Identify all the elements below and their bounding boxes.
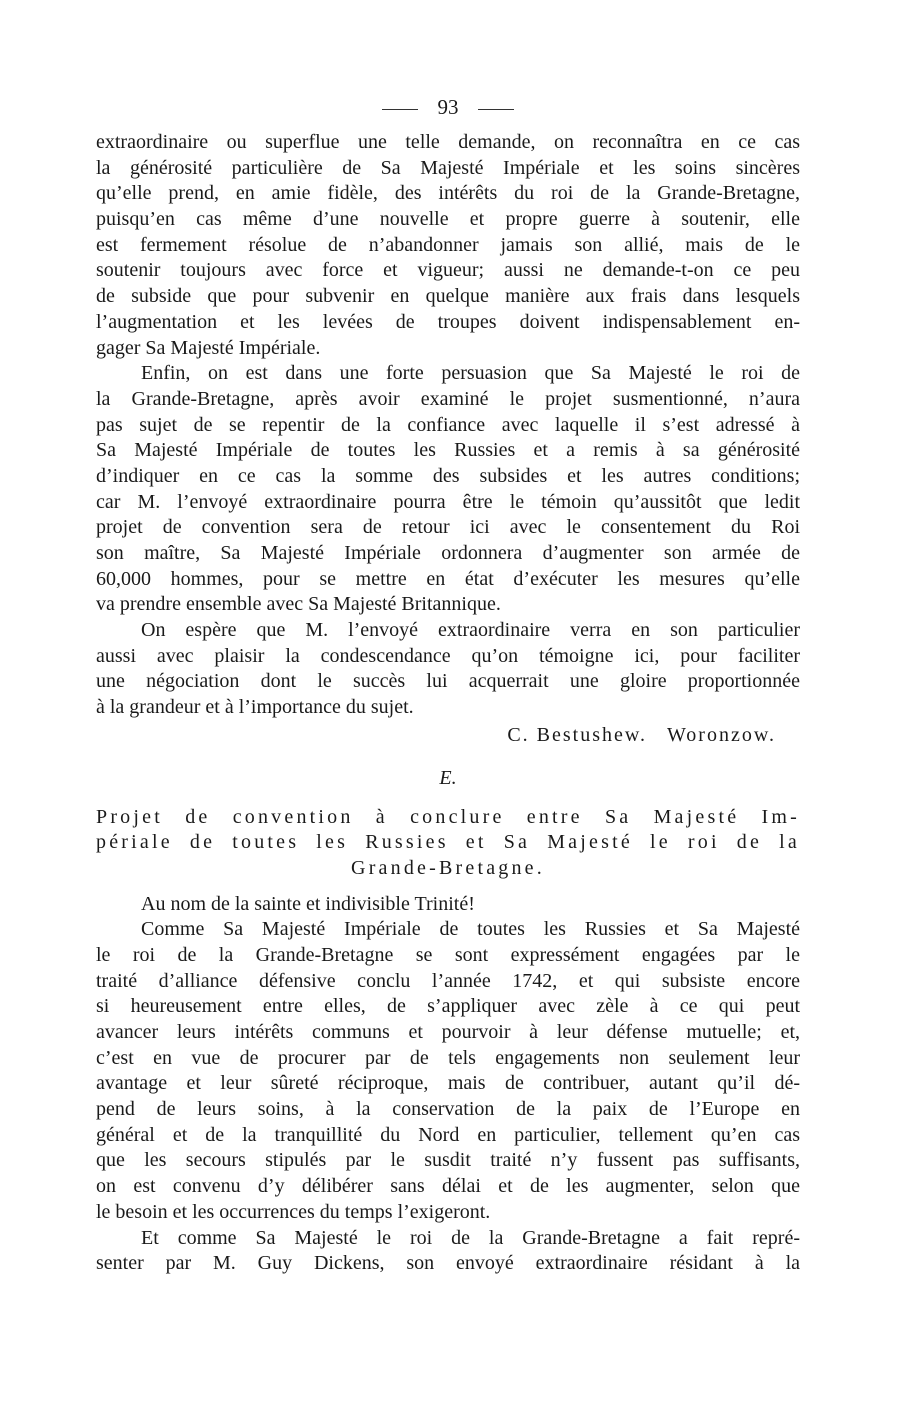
text-line: puisqu’en cas même d’une nouvelle et propre guerre à soutenir, elle	[96, 208, 800, 231]
text-line: Comme Sa Majesté Impériale de toutes les Russies et Sa Majesté	[141, 918, 800, 941]
text-line: son maître, Sa Majesté Impériale ordonnera d’augmenter son armée de	[96, 542, 800, 564]
text-line: si heureusement entre elles, de s’appliquer avec zèle à ce qui peut	[96, 995, 800, 1018]
text-line: le roi de la Grande-Bretagne se sont expressément engagées par le	[96, 943, 800, 966]
paragraph-enfin	[96, 361, 800, 618]
document-page	[96, 92, 800, 1277]
signature-woronzow: Woronzow.	[667, 723, 776, 746]
text-line: est fermement résolue de n’abandonner jamais son allié, mais de le	[96, 233, 800, 256]
paragraph-et-comme	[96, 1226, 800, 1277]
text-line: Et comme Sa Majesté le roi de la Grande-Bretagne a fait repré-	[141, 1226, 800, 1249]
text-line: pend de leurs soins, à la conservation de la paix de l’Europe en	[96, 1098, 800, 1121]
text-line: 60,000 hommes, pour se mettre en état d’exécuter les mesures qu’elle	[96, 567, 800, 590]
text-line: le besoin et les occurrences du temps l’exigeront.	[96, 1200, 491, 1223]
paragraph-comme	[96, 917, 800, 1225]
text-line: avantage et leur sûreté réciproque, mais de contribuer, autant qu’il dé-	[96, 1072, 800, 1095]
text-line: senter par M. Guy Dickens, son envoyé extraordinaire résidant à la	[96, 1252, 800, 1275]
text-line: Au nom de la sainte et indivisible Trinité!	[141, 892, 475, 915]
section-title-line: périale de toutes les Russies et Sa Majesté le roi de la	[96, 831, 800, 854]
text-line: à la grandeur et à l’importance du sujet.	[96, 696, 414, 719]
text-line: va prendre ensemble avec Sa Majesté Britannique.	[96, 593, 501, 616]
section-title-line: Grande-Bretagne.	[351, 856, 545, 879]
text-line: qu’elle prend, en amie fidèle, des intérêts du roi de la Grande-Bretagne,	[96, 182, 800, 205]
text-line: pas sujet de se repentir de la confiance avec laquelle il s’est adressé à	[96, 413, 800, 436]
text-line: On espère que M. l’envoyé extraordinaire verra en son particulier	[141, 619, 800, 642]
text-line: traité d’alliance défensive conclu l’année 1742, et qui subsiste encore	[96, 969, 800, 992]
text-line: avancer leurs intérêts communs et pourvoir à leur défense mutuelle; et,	[96, 1021, 800, 1043]
signature-line	[96, 723, 800, 749]
text-line: soutenir toujours avec force et vigueur; aussi ne demande-t-on ce peu	[96, 259, 800, 282]
text-line: de subside que pour subvenir en quelque manière aux frais dans lesquels	[96, 285, 800, 308]
text-line: Sa Majesté Impériale de toutes les Russies et a remis à sa générosité	[96, 439, 800, 462]
page-header	[96, 92, 800, 124]
text-line: car M. l’envoyé extraordinaire pourra être le témoin qu’aussitôt que ledit	[96, 490, 800, 513]
section-title	[96, 805, 800, 882]
text-line: projet de convention sera de retour ici avec le consentement du Roi	[96, 516, 800, 539]
text-line: on est convenu d’y délibérer sans délai et de les augmenter, selon que	[96, 1175, 800, 1198]
text-line: général et de la tranquillité du Nord en particulier, tellement qu’en cas	[96, 1123, 800, 1146]
page-number: 93	[437, 95, 459, 119]
text-line: extraordinaire ou superflue une telle demande, on reconnaîtra en ce cas	[96, 131, 800, 153]
paragraph-continuation	[96, 130, 800, 361]
header-rule-left	[382, 109, 418, 110]
paragraph-on-espere	[96, 618, 800, 721]
section-title-line: Projet de convention à conclure entre Sa Majesté Im-	[96, 805, 800, 828]
signature-bestushew: C. Bestushew.	[507, 723, 648, 746]
text-line: la générosité particulière de Sa Majesté Impériale et les soins sincères	[96, 156, 800, 179]
text-line: l’augmentation et les levées de troupes doivent indispensablement en-	[96, 310, 800, 333]
text-line: la Grande-Bretagne, après avoir examiné le projet susmentionné, n’aura	[96, 387, 800, 410]
section-heading-letter: E.	[439, 766, 457, 789]
text-line: que les secours stipulés par le susdit traité n’y fussent pas suffisants,	[96, 1149, 800, 1172]
text-line: Enfin, on est dans une forte persuasion que Sa Majesté le roi de	[141, 362, 800, 385]
header-rule-right	[478, 109, 514, 110]
text-line: d’indiquer en ce cas la somme des subsides et les autres conditions;	[96, 464, 800, 487]
text-line: aussi avec plaisir la condescendance qu’on témoigne ici, pour faciliter	[96, 644, 800, 667]
paragraph-invocation	[96, 892, 800, 918]
text-line: c’est en vue de procurer par de tels engagements non seulement leur	[96, 1046, 800, 1069]
text-line: gager Sa Majesté Impériale.	[96, 336, 321, 359]
text-line: une négociation dont le succès lui acquerrait une gloire proportionnée	[96, 670, 800, 693]
